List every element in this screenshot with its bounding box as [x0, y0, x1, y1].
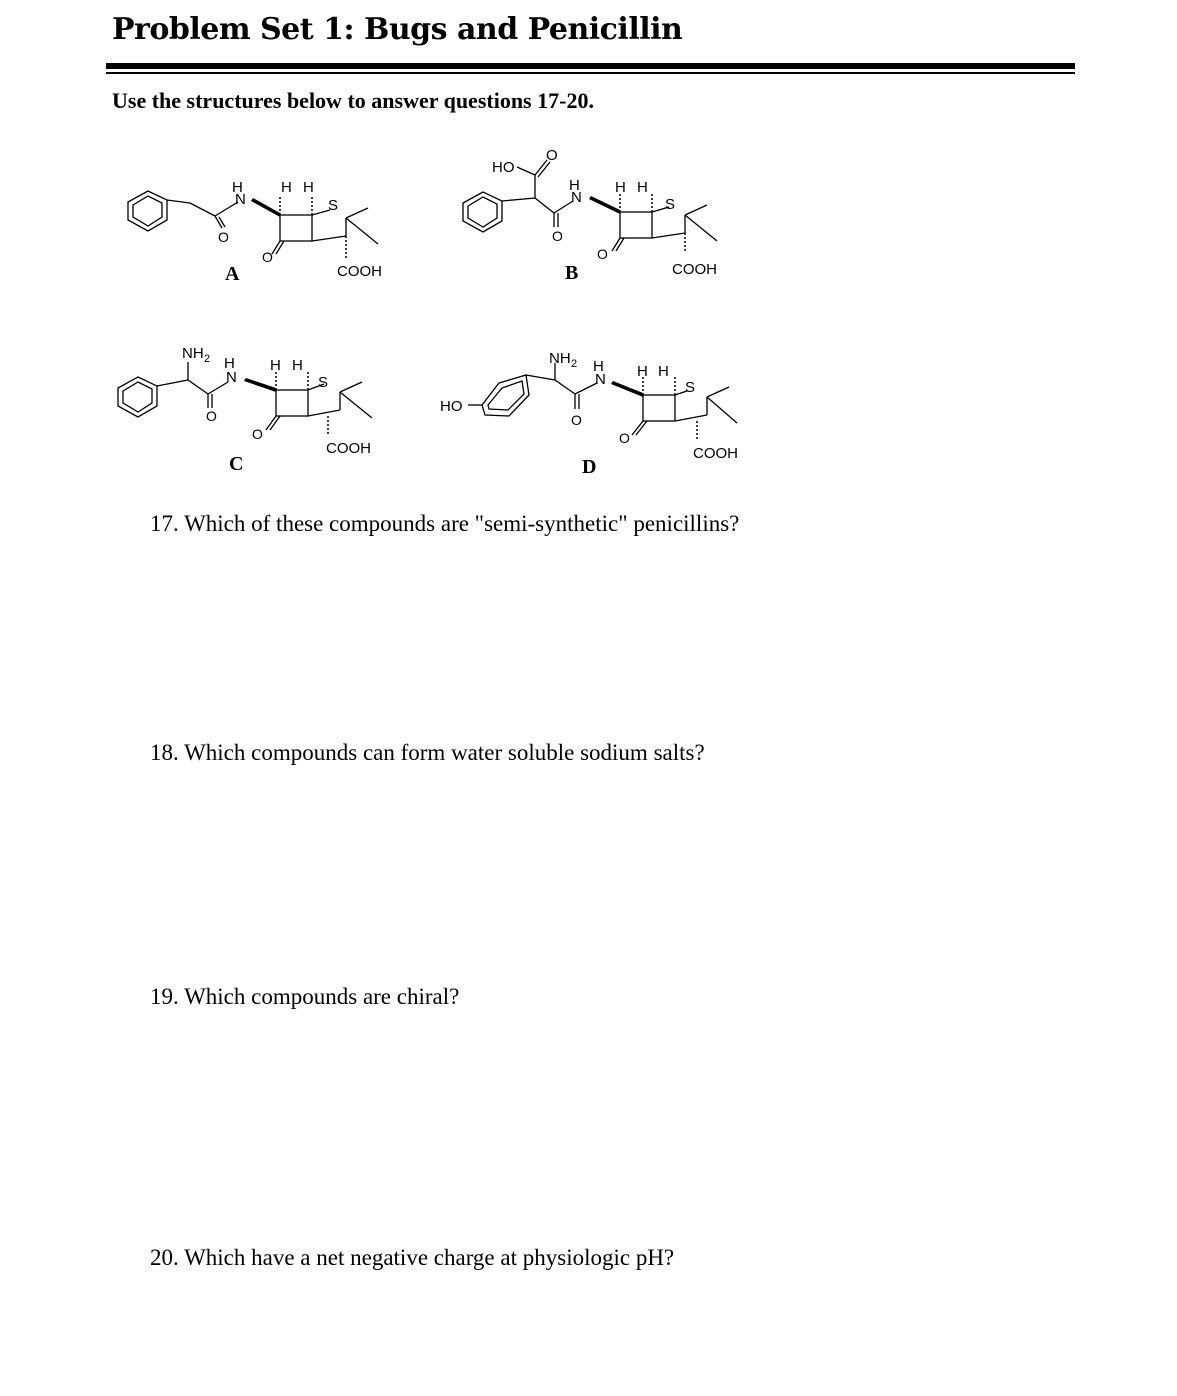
atom-o: O — [597, 246, 608, 262]
structure-c — [110, 340, 400, 480]
structure-label: B — [565, 262, 579, 284]
structure-b — [455, 145, 745, 285]
structure-label: C — [229, 453, 244, 475]
subscript-2: 2 — [571, 358, 578, 370]
instructions: Use the structures below to answer questions 17-20. — [112, 88, 594, 113]
cooh-label: COOH — [693, 445, 738, 462]
question-18: 18. Which compounds can form water soluble sodium salts? — [150, 740, 705, 765]
atom-n: N — [595, 371, 606, 388]
title-rule-thick — [106, 63, 1075, 69]
atom-o: O — [546, 147, 558, 164]
atom-h: H — [637, 363, 648, 380]
atom-ho: HO — [440, 398, 463, 415]
title-rule-thin — [106, 72, 1075, 74]
cooh-label: COOH — [337, 263, 382, 280]
cooh-label: COOH — [326, 440, 371, 457]
atom-h: H — [593, 358, 604, 375]
subscript-2: 2 — [204, 353, 211, 365]
atom-s: S — [685, 379, 696, 396]
atom-s: S — [328, 197, 339, 214]
atom-o: O — [552, 228, 563, 244]
page-title: Problem Set 1: Bugs and Penicillin — [112, 12, 683, 47]
atom-h: H — [637, 179, 648, 196]
atom-h: H — [658, 363, 669, 380]
atom-o: O — [206, 408, 217, 424]
atom-h: H — [232, 179, 243, 196]
cooh-label: COOH — [672, 261, 717, 278]
atom-h: H — [569, 177, 580, 194]
atom-o: O — [571, 412, 582, 428]
atom-s: S — [318, 374, 329, 391]
atom-s: S — [665, 196, 676, 213]
atom-o: O — [619, 430, 630, 446]
question-17: 17. Which of these compounds are "semi-synthetic" penicillins? — [150, 511, 740, 536]
structure-a — [120, 170, 400, 285]
structure-label: D — [582, 456, 597, 478]
question-20: 20. Which have a net negative charge at physiologic pH? — [150, 1245, 675, 1270]
atom-o: O — [252, 426, 263, 442]
structure-d — [435, 345, 755, 485]
atom-nh: NH — [549, 350, 571, 367]
atom-h: H — [615, 179, 626, 196]
atom-n: N — [571, 189, 582, 206]
atom-h: H — [303, 179, 314, 196]
atom-n: N — [235, 191, 246, 208]
atom-o: O — [218, 229, 229, 245]
atom-nh: NH — [182, 345, 204, 362]
atom-h: H — [270, 357, 281, 374]
atom-h: H — [292, 357, 303, 374]
atom-h: H — [224, 355, 235, 372]
structure-label: A — [225, 263, 240, 285]
atom-ho: HO — [492, 159, 515, 176]
atom-n: N — [226, 369, 237, 386]
question-19: 19. Which compounds are chiral? — [150, 984, 460, 1009]
atom-o: O — [262, 249, 273, 265]
atom-h: H — [281, 179, 292, 196]
